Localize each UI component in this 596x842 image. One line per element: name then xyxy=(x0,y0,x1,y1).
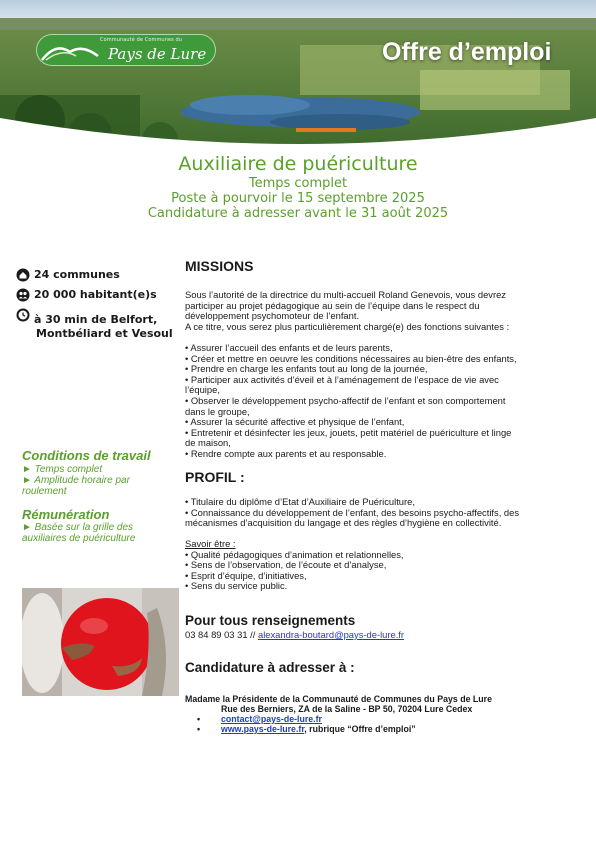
candidature-email-link[interactable]: contact@pays-de-lure.fr xyxy=(221,714,322,724)
missions-item: • Assurer la sécurité affective et physique de l’enfant, xyxy=(185,416,405,428)
missions-item: • Prendre en charge les enfants tout au long de la journée, xyxy=(185,363,428,375)
missions-item: • Participer aux activités d’éveil et à l’aménagement de l’espace de vie avec xyxy=(185,373,499,385)
remuneration-title: Rémunération xyxy=(22,507,110,522)
offre-emploi-title: Offre d’emploi xyxy=(382,38,552,66)
header-banner xyxy=(0,0,596,150)
website-link[interactable]: www.pays-de-lure.fr xyxy=(221,724,305,734)
missions-intro-line: participer au projet pédagogique au sein de l’équipe dans le respect du xyxy=(185,299,480,311)
missions-intro-line: développement psychomoteur de l’enfant. xyxy=(185,310,360,322)
missions-intro-line: Sous l’autorité de la directrice du multi-accueil Roland Genevois, vous devrez xyxy=(185,289,506,300)
conditions-item: ► Amplitude horaire par xyxy=(22,475,130,486)
logo-tagline: Communauté de Communes du xyxy=(100,37,183,43)
missions-item: • Observer le développement psycho-affectif de l’enfant et son comportement xyxy=(185,394,506,406)
clock-icon xyxy=(16,308,30,322)
missions-intro-line: A ce titre, vous serez plus particulièrement chargé(e) des fonctions suivantes : xyxy=(185,320,510,332)
savoir-etre-title: Savoir être : xyxy=(185,538,236,549)
profil-item: • Connaissance du développement de l’enfant, des besoins psycho-affectifs, des xyxy=(185,506,520,518)
people-icon xyxy=(16,288,30,302)
profil-item: mécanismes d’acquisition du langage et des règles d’hygiène en collectivité. xyxy=(185,517,502,529)
savoir-etre xyxy=(185,539,575,592)
contract-type: Temps complet xyxy=(248,176,348,191)
missions-list xyxy=(185,343,575,460)
conditions-item: roulement xyxy=(22,486,67,497)
conditions-item: ► Temps complet xyxy=(22,464,103,475)
child-with-balloon-photo xyxy=(22,588,179,696)
savoir-etre-item: • Qualité pédagogiques d’animation et relationnelles, xyxy=(185,548,404,560)
missions-item: • Entretenir et désinfecter les jeux, jouets, petit matériel de puériculture et linge xyxy=(185,426,512,438)
bullet: • xyxy=(197,714,201,724)
remuneration-item: ► Basée sur la grille des xyxy=(22,522,134,533)
profil-item: • Titulaire du diplôme d’Etat d’Auxiliaire de Puériculture, xyxy=(185,496,415,507)
profil-heading: PROFIL : xyxy=(185,469,245,485)
savoir-etre-item: • Sens de l’observation, de l’écoute et d’analyse, xyxy=(185,559,387,571)
job-title-block xyxy=(0,152,596,221)
website-suffix: , rubrique “Offre d’emploi” xyxy=(304,724,416,734)
missions-item: • Assurer l’accueil des enfants et de leurs parents, xyxy=(185,342,393,353)
profil-list xyxy=(185,497,575,529)
orange-accent-bar xyxy=(296,128,356,132)
remuneration-item: auxiliaires de puériculture xyxy=(22,533,136,544)
savoir-etre-item: • Sens du service public. xyxy=(185,580,288,592)
missions-item: • Rendre compte aux parents et au responsable. xyxy=(185,447,387,459)
candidature-email-line xyxy=(197,714,322,724)
landscape-photo xyxy=(0,0,596,150)
address-recipient: Madame la Présidente de la Communauté de Communes du Pays de Lure xyxy=(185,694,492,704)
job-title: Auxiliaire de puériculture xyxy=(178,153,418,175)
renseignements-contact xyxy=(185,629,404,640)
bullet: • xyxy=(197,724,201,734)
savoir-etre-item: • Esprit d’équipe, d’initiatives, xyxy=(185,569,307,581)
stat-communes: 24 communes xyxy=(16,268,176,282)
renseignements-heading: Pour tous renseignements xyxy=(185,613,356,628)
start-date: Poste à pourvoir le 15 septembre 2025 xyxy=(171,191,425,206)
stat-habitants: 20 000 habitant(e)s xyxy=(16,288,176,302)
missions-item: l’équipe, xyxy=(185,384,220,396)
logo-name: Pays de Lure xyxy=(108,45,207,63)
hills-logo-icon xyxy=(40,38,100,62)
stat-distance: à 30 min de Belfort, Montbéliard et Vesoul xyxy=(16,308,176,341)
contact-email-link[interactable]: alexandra-boutard@pays-de-lure.fr xyxy=(257,629,405,640)
pays-de-lure-logo xyxy=(36,34,216,66)
conditions-title: Conditions de travail xyxy=(22,448,151,463)
candidature-site-line xyxy=(197,724,416,734)
missions-item: dans le groupe, xyxy=(185,405,250,417)
address-street: Rue des Berniers, ZA de la Saline - BP 50, 70204 Lure Cedex xyxy=(221,704,473,714)
territory-stats xyxy=(16,268,176,347)
missions-intro xyxy=(185,290,575,332)
house-icon xyxy=(16,268,30,282)
missions-heading: MISSIONS xyxy=(185,258,254,274)
missions-item: de maison, xyxy=(185,437,231,449)
missions-item: • Créer et mettre en oeuvre les conditions nécessaires au bien-être des enfants, xyxy=(185,352,517,364)
application-deadline: Candidature à adresser avant le 31 août 2025 xyxy=(147,206,449,221)
candidature-heading: Candidature à adresser à : xyxy=(185,660,355,675)
phone-number: 03 84 89 03 31 // xyxy=(185,629,258,640)
